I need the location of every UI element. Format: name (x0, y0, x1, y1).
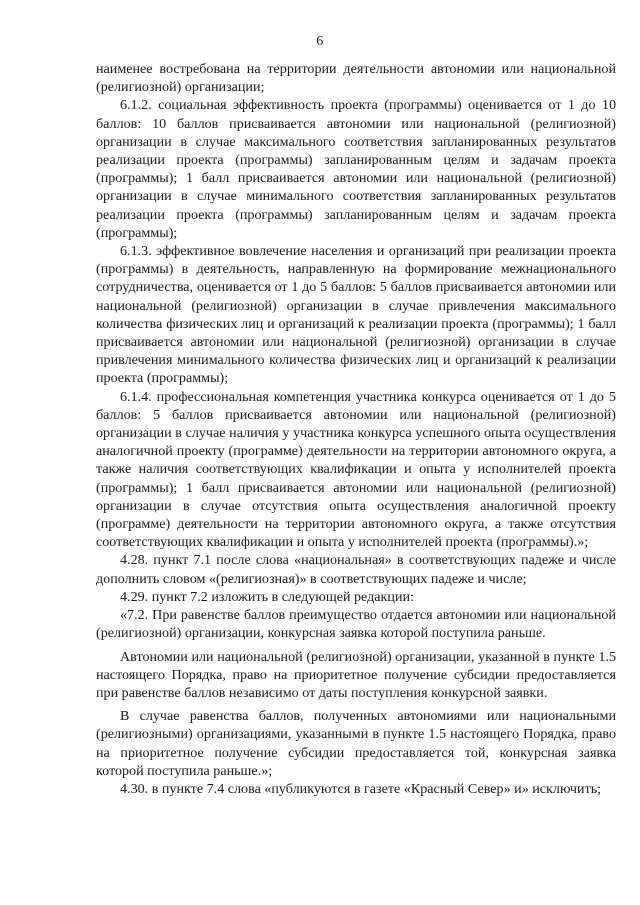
paragraph-autonomy-priority: Автономии или национальной (религиозной) организации, указанной в пункте 1.5 настоящего Порядка, право на приоритетное получение субсидии предоставляется при равенстве баллов независимо от даты поступления конкурсной заявки. (96, 648, 616, 701)
page-number: 6 (316, 34, 324, 49)
paragraph-6-1-2: 6.1.2. социальная эффективность проекта (программы) оценивается от 1 до 10 баллов: 10 баллов присваивается автономии или национальной (религиозной) организации в случае максимального соответствия запланированных результатов реализации проекта (программы) запланированным целям и задачам проекта (программы); 1 балл присваивается автономии или национальной (религиозной) организации в случае минимального соответствия запланированных результатов реализации проекта (программы) запланированным целям и задачам проекта (программы); (96, 97, 616, 241)
paragraph-6-1-3: 6.1.3. эффективное вовлечение населения и организаций при реализации проекта (программы) в деятельность, направленную на формирование межнационального сотрудничества, оценивается от 1 до 5 баллов: 5 баллов присваивается автономии или национальной (религиозной) организации в случае привлечения максимального количества физических лиц и организаций к реализации проекта (программы); 1 балл присваивается автономии или национальной (религиозной) организации в случае привлечения минимального количества физических лиц и организаций к реализации проекта (программы); (96, 243, 616, 387)
paragraph-6-1-4: 6.1.4. профессиональная компетенция участника конкурса оценивается от 1 до 5 баллов: 5 баллов присваивается автономии или национальной (религиозной) организации в случае наличия у участника конкурса успешного опыта осуществления аналогичной проекту (программе) деятельности на территории автономного округа, а также наличия соответствующих квалификации и опыта у исполнителей проекта (программы); 1 балл присваивается автономии или национальной (религиозной) организации в случае отсутствия опыта осуществления аналогичной проекту (программе) деятельности на территории автономного округа, а также отсутствия соответствующих квалификации и опыта у исполнителей проекта (программы).»; (96, 388, 616, 551)
paragraph-4-30: 4.30. в пункте 7.4 слова «публикуются в газете «Красный Север» и» исключить; (120, 780, 602, 797)
paragraph-equal-scores: В случае равенства баллов, полученных автономиями или национальными (религиозными) организациями, указанными в пункте 1.5 настоящего Порядка, право на приоритетное получение субсидии предоставляется той, конкурсная заявка которой поступила раньше.»; (96, 708, 616, 779)
paragraph-7-2: «7.2. При равенстве баллов преимущество отдается автономии или национальной (религиозной) организации, конкурсная заявка которой поступила раньше. (96, 607, 616, 642)
document-body (96, 60, 616, 798)
paragraph-4-29: 4.29. пункт 7.2 изложить в следующей редакции: (120, 588, 414, 605)
paragraph-continuation: наименее востребована на территории деятельности автономии или национальной (религиозной) организации; (96, 61, 616, 96)
paragraph-4-28: 4.28. пункт 7.1 после слова «национальная» в соответствующих падеже и числе дополнить словом «(религиозная)» в соответствующих падеже и числе; (96, 552, 616, 587)
